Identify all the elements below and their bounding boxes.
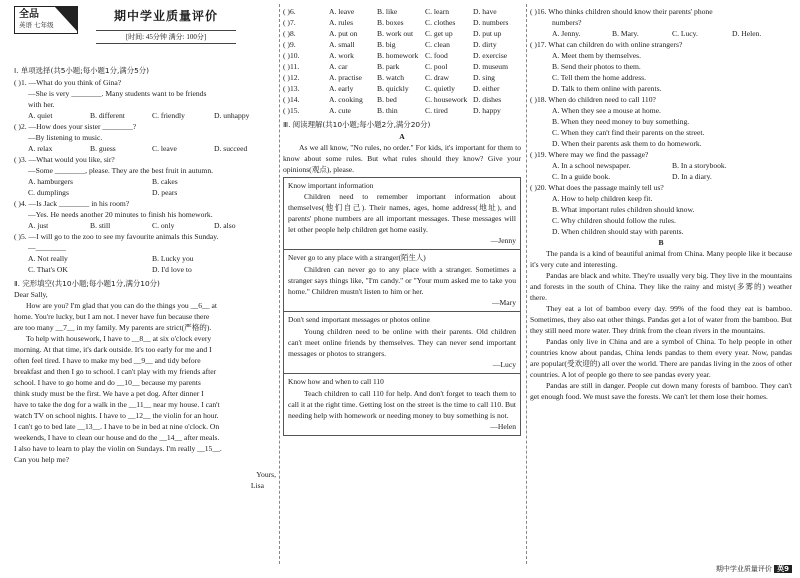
cloze-option-row bbox=[283, 83, 521, 94]
cloze-option-row bbox=[283, 105, 521, 116]
option: B. work out bbox=[377, 29, 414, 38]
letter-line: Can you help me? bbox=[14, 455, 70, 465]
rule-body: Children need to remember important information about themselves(他们自己). Their names, ages, home address(地址), and parents' phone numbers are all important messages. These messages will let other people help children get home easily. bbox=[288, 192, 516, 235]
option: B. In a storybook. bbox=[672, 161, 727, 170]
option: D. numbers bbox=[473, 18, 509, 27]
option: D. pears bbox=[152, 187, 178, 197]
option: A. Meet them by themselves. bbox=[552, 51, 641, 60]
page-title: 期中学业质量评价 bbox=[114, 9, 219, 23]
option: C. pool bbox=[425, 62, 448, 71]
question-text: numbers? bbox=[552, 18, 582, 27]
question-text: ( )1. —What do you think of Gina? bbox=[14, 77, 122, 87]
option: A. put on bbox=[329, 29, 358, 38]
badge-title: 全品 bbox=[19, 9, 39, 20]
option: C. learn bbox=[425, 7, 450, 16]
option: B. quickly bbox=[377, 84, 409, 93]
option: C. clothes bbox=[425, 18, 456, 27]
option: D. happy bbox=[473, 106, 501, 115]
option: A. hamburgers bbox=[28, 176, 73, 186]
rule-box bbox=[283, 312, 521, 374]
option: C. tired bbox=[425, 106, 448, 115]
option: A. small bbox=[329, 40, 355, 49]
option: D. museum bbox=[473, 62, 509, 71]
question-text: ( )4. —Is Jack ________ in his room? bbox=[14, 198, 130, 208]
option: B. When they need money to buy something. bbox=[552, 117, 690, 126]
option: C. housework bbox=[425, 95, 468, 104]
letter-line: I can't go to bed late __13__. I have to be in bed at nine o'clock. On bbox=[14, 422, 220, 432]
letter-line: often feel tired. I have to make my bed __9__ and tidy before bbox=[14, 356, 201, 366]
cloze-option-row bbox=[283, 17, 521, 28]
option-row bbox=[14, 220, 276, 231]
section1-heading: Ⅰ. 单项选择(共5小题;每小题1分,满分5分) bbox=[14, 66, 150, 75]
option: A. How to help children keep fit. bbox=[552, 194, 653, 203]
option: A. When they see a mouse at home. bbox=[552, 106, 661, 115]
rule-title: Know important information bbox=[288, 180, 374, 190]
page-footer bbox=[716, 564, 792, 574]
option: B. Send their photos to them. bbox=[552, 62, 641, 71]
rule-title: Never go to any place with a stranger(陌生人) bbox=[288, 253, 426, 263]
letter-line: home. You're lucky, but I am not. I never have fun because there bbox=[14, 312, 210, 322]
option: C. Tell them the home address. bbox=[552, 73, 647, 82]
option: D. When children should stay with parents. bbox=[552, 227, 684, 236]
letter-line: weekends, I have to clean our house and do the __14__ after meals. bbox=[14, 433, 220, 443]
option: A. Not really bbox=[28, 253, 68, 263]
badge-corner-shape bbox=[55, 7, 77, 31]
question-number: ( )8. bbox=[283, 29, 296, 38]
cloze-option-row bbox=[283, 72, 521, 83]
option: D. I'd love to bbox=[152, 264, 192, 274]
column-left bbox=[14, 0, 276, 491]
cloze-option-row bbox=[283, 50, 521, 61]
passage-a-label: A bbox=[399, 131, 405, 141]
question-text: ( )19. Where may we find the passage? bbox=[530, 150, 649, 159]
option: B. thin bbox=[377, 106, 398, 115]
rule-title: Know how and when to call 110 bbox=[288, 376, 384, 386]
letter-line: think study must be the first. We have a pet dog. After dinner I bbox=[14, 389, 204, 399]
column-divider bbox=[526, 4, 527, 564]
option: A. early bbox=[329, 84, 354, 93]
option-row bbox=[14, 143, 276, 154]
option: B. big bbox=[377, 40, 396, 49]
option: B. guess bbox=[90, 143, 116, 153]
question-text: —Some ________, please. They are the best fruit in autumn. bbox=[28, 165, 214, 175]
passage-b bbox=[530, 248, 792, 402]
option: B. cakes bbox=[152, 176, 178, 186]
option: A. relax bbox=[28, 143, 53, 153]
letter-line: are too many __7__ in my family. My parents are strict(严格的). bbox=[14, 323, 212, 333]
option: B. Lucky you bbox=[152, 253, 194, 263]
rule-author: —Helen bbox=[490, 421, 516, 431]
option: C. When they can't find their parents on the street. bbox=[552, 128, 705, 137]
rule-author: —Mary bbox=[491, 298, 516, 308]
option: C. quietly bbox=[425, 84, 455, 93]
question-number: ( )12. bbox=[283, 73, 300, 82]
question-text: —She is very ________. Many students want to be friends bbox=[28, 88, 207, 98]
option-row bbox=[530, 28, 792, 39]
option-row bbox=[530, 160, 792, 171]
option: C. dumplings bbox=[28, 187, 69, 197]
brand-badge bbox=[14, 6, 78, 34]
column-right bbox=[530, 6, 792, 402]
option: D. In a diary. bbox=[672, 172, 712, 181]
letter-line: watch TV on school nights. I have to __12__ the violin for an hour. bbox=[14, 411, 219, 421]
option: A. work bbox=[329, 51, 354, 60]
column-middle bbox=[283, 6, 521, 436]
footer-label: 期中学业质量评价 bbox=[715, 564, 772, 573]
option: A. In a school newspaper. bbox=[552, 161, 631, 170]
section1-questions bbox=[14, 77, 276, 275]
rule-box bbox=[283, 250, 521, 312]
cloze-option-row bbox=[283, 39, 521, 50]
option: B. What important rules children should know. bbox=[552, 205, 695, 214]
option: C. food bbox=[425, 51, 448, 60]
option: D. When their parents ask them to do homework. bbox=[552, 139, 702, 148]
option: C. get up bbox=[425, 29, 453, 38]
option-row bbox=[14, 253, 276, 264]
option: A. rules bbox=[329, 18, 354, 27]
page-number: 英9 bbox=[774, 565, 792, 573]
question-number: ( )14. bbox=[283, 95, 300, 104]
option: C. clean bbox=[425, 40, 450, 49]
option: B. homework bbox=[377, 51, 419, 60]
question-text: ( )16. Who thinks children should know their parents' phone bbox=[530, 7, 713, 16]
option: B. Mary. bbox=[612, 29, 639, 38]
rule-body: Children can never go to any place with a stranger. Sometimes a stranger says things like, "I'm candy." or "Your mum asked me to take you home." Children mustn't listen to him or her. bbox=[288, 265, 516, 297]
option: C. In a guide book. bbox=[552, 172, 611, 181]
option: C. Why children should follow the rules. bbox=[552, 216, 676, 225]
letter-line: To help with housework, I have to __8__ at six o'clock every bbox=[26, 334, 212, 344]
option: C. That's OK bbox=[28, 264, 68, 274]
letter-body bbox=[14, 300, 276, 465]
section2-heading: Ⅱ. 完形填空(共10小题;每小题1分,满分10分) bbox=[14, 278, 160, 288]
badge-subtitle: 英语 七年级 bbox=[19, 21, 54, 29]
passage-paragraph: Pandas are still in danger. People cut down many forests of bamboo. They can't get enough food. We must save the forests. We can't let them lose their homes. bbox=[530, 381, 792, 401]
question-text: ( )17. What can children do with online strangers? bbox=[530, 40, 683, 49]
option-row bbox=[14, 176, 276, 187]
option: C. draw bbox=[425, 73, 450, 82]
question-text: ( )2. —How does your sister ________? bbox=[14, 121, 137, 131]
option: A. Jenny. bbox=[552, 29, 581, 38]
passage-b-label: B bbox=[658, 238, 664, 247]
letter-line: morning. At that time, it's dark outside. It's too early for me and I bbox=[14, 345, 212, 355]
option: A. practise bbox=[329, 73, 362, 82]
passage-paragraph: Pandas only live in China and are a symbol of China. To help people in other countries know about pandas, China lends pandas to them every year. Now, pandas are popular(受欢迎的) all over the world. There are pandas living in the zoos of other countries. A lot of people go there to see pandas every year. bbox=[530, 337, 792, 379]
option-row bbox=[14, 187, 276, 198]
rule-author: —Lucy bbox=[492, 359, 516, 369]
section3-heading: Ⅲ. 阅读理解(共10小题;每小题2分,满分20分) bbox=[283, 120, 431, 129]
question-number: ( )13. bbox=[283, 84, 300, 93]
question-text: —By listening to music. bbox=[28, 132, 103, 142]
cloze-option-row bbox=[283, 28, 521, 39]
option-row bbox=[14, 110, 276, 121]
option: D. unhappy bbox=[214, 110, 250, 120]
question-number: ( )11. bbox=[283, 62, 300, 71]
question-text: with her. bbox=[28, 99, 55, 109]
letter-line: I also have to learn to play the violin on Sundays. I'm really __15__. bbox=[14, 444, 222, 454]
passage-a-intro: As we all know, "No rules, no order." For kids, it's important for them to know about some rules. But what rules should they know? Give your opinions(观点), please. bbox=[283, 142, 521, 174]
cloze-option-row bbox=[283, 94, 521, 105]
option: C. leave bbox=[152, 143, 177, 153]
option: B. still bbox=[90, 220, 111, 230]
option: B. watch bbox=[377, 73, 404, 82]
passage-paragraph: Pandas are black and white. They're usually very big. They live in the mountains and forests in the south of China. They like the rainy and misty(多雾的) weather there. bbox=[530, 271, 792, 302]
question-number: ( )6. bbox=[283, 7, 296, 16]
question-text: ( )20. What does the passage mainly tell us? bbox=[530, 183, 664, 192]
option: D. put up bbox=[473, 29, 502, 38]
rule-box bbox=[283, 177, 521, 251]
time-info: [时间: 45分钟 满分: 100分] bbox=[96, 30, 236, 44]
cloze-option-row bbox=[283, 61, 521, 72]
question-text: ( )5. —I will go to the zoo to see my favourite animals this Sunday. bbox=[14, 231, 219, 241]
option: A. cooking bbox=[329, 95, 363, 104]
rule-author: —Jenny bbox=[490, 236, 516, 246]
letter-line: have to take the dog for a walk in the __11__ near my house. I can't bbox=[14, 400, 220, 410]
option: D. Talk to them online with parents. bbox=[552, 84, 662, 93]
question-number: ( )9. bbox=[283, 40, 296, 49]
option: D. dirty bbox=[473, 40, 497, 49]
option: B. boxes bbox=[377, 18, 404, 27]
question-text: ( )3. —What would you like, sir? bbox=[14, 154, 115, 164]
exam-header bbox=[14, 0, 276, 62]
option: C. Lucy. bbox=[672, 29, 698, 38]
reading-questions bbox=[530, 6, 792, 237]
rule-box bbox=[283, 374, 521, 436]
option: D. sing bbox=[473, 73, 495, 82]
option: A. just bbox=[28, 220, 49, 230]
rule-title: Don't send important messages or photos online bbox=[288, 315, 430, 325]
option: B. different bbox=[90, 110, 125, 120]
passage-paragraph: The panda is a kind of beautiful animal from China. Many people like it because it's very cute and interesting. bbox=[530, 249, 792, 269]
option: D. Helen. bbox=[732, 29, 762, 38]
letter-line: school. I have to go home and do __10__ because my parents bbox=[14, 378, 201, 388]
column-divider bbox=[279, 4, 280, 564]
option: D. either bbox=[473, 84, 500, 93]
option-row bbox=[530, 171, 792, 182]
question-number: ( )7. bbox=[283, 18, 296, 27]
question-text: ( )18. When do children need to call 110? bbox=[530, 95, 656, 104]
option: D. have bbox=[473, 7, 497, 16]
letter-greeting: Dear Sally, bbox=[14, 290, 48, 300]
option: B. like bbox=[377, 7, 398, 16]
option: A. leave bbox=[329, 7, 355, 16]
question-text: —________ bbox=[28, 242, 66, 252]
question-number: ( )10. bbox=[283, 51, 300, 60]
option: D. also bbox=[214, 220, 236, 230]
rule-boxes bbox=[283, 177, 521, 436]
option: A. cute bbox=[329, 106, 351, 115]
option: C. only bbox=[152, 220, 175, 230]
question-number: ( )15. bbox=[283, 106, 300, 115]
option-row bbox=[14, 264, 276, 275]
option: D. dishes bbox=[473, 95, 502, 104]
cloze-option-row bbox=[283, 6, 521, 17]
option: B. bed bbox=[377, 95, 397, 104]
rule-body: Teach children to call 110 for help. And don't forget to teach them to call it at the right time. Getting lost on the street is the time to call 110. But needing help with homework or needing money to buy something is not. bbox=[288, 388, 516, 420]
cloze-options bbox=[283, 6, 521, 116]
option: D. exercise bbox=[473, 51, 508, 60]
option: B. park bbox=[377, 62, 400, 71]
letter-signature: Lisa bbox=[250, 481, 264, 491]
passage-paragraph: They eat a lot of bamboo every day. 99% of the food they eat is bamboo. Sometimes, they also eat other things. Pandas get a lot of water from the bamboo. But they still need more water. They drink from the clean rivers in the mountains. bbox=[530, 304, 792, 335]
option: A. quiet bbox=[28, 110, 53, 120]
letter-line: breakfast and then I go to school. I can't play with my friends after bbox=[14, 367, 217, 377]
letter-line: How are you? I'm glad that you can do the things you __6__ at bbox=[26, 301, 217, 311]
question-text: —Yes. He needs another 20 minutes to finish his homework. bbox=[28, 209, 213, 219]
letter-closing: Yours, bbox=[256, 470, 276, 480]
option: C. friendly bbox=[152, 110, 185, 120]
rule-body: Young children need to be online with their parents. Old children can't meet online friends by themselves. They can never send important messages or photos to strangers. bbox=[288, 326, 516, 358]
option: A. car bbox=[329, 62, 348, 71]
option: D. succeed bbox=[214, 143, 248, 153]
